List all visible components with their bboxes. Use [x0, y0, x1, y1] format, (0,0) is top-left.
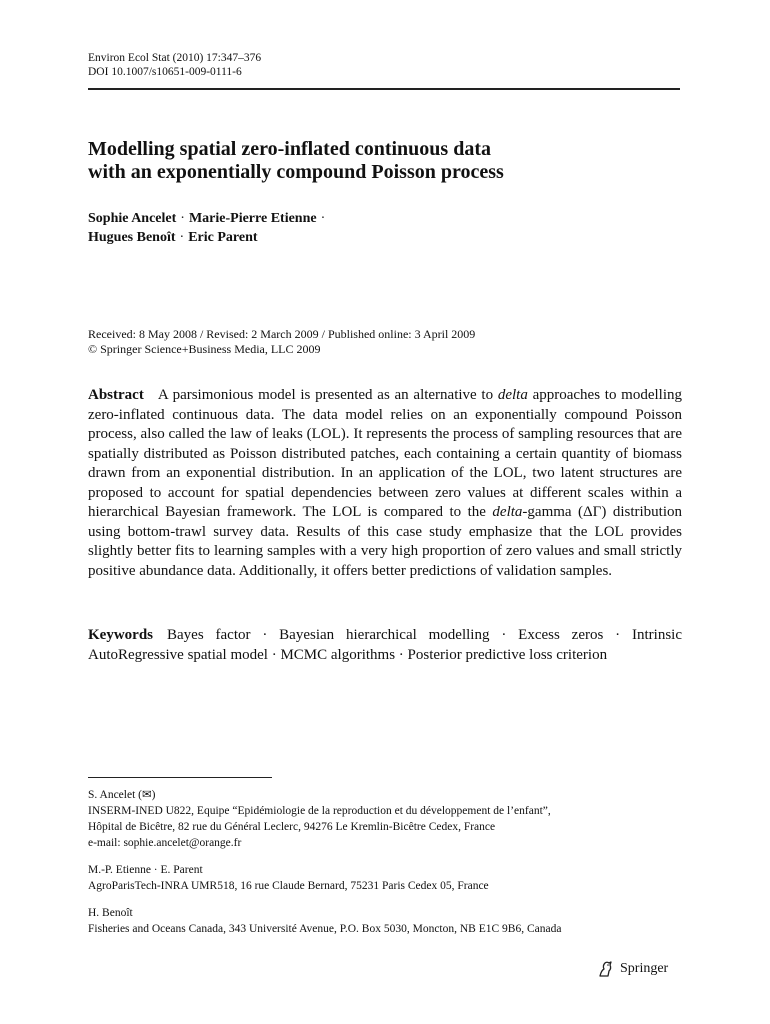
author-parent: Eric Parent [188, 230, 258, 245]
footnote-rule [88, 777, 272, 778]
article-title [88, 138, 682, 184]
title-line-1: Modelling spatial zero-inflated continuous data [88, 138, 491, 160]
affiliation-ancelet [88, 787, 682, 851]
affiliation-benoit [88, 905, 682, 937]
header-rule [88, 88, 680, 90]
publisher-name: Springer [620, 961, 669, 976]
author-email: e-mail: sophie.ancelet@orange.fr [88, 837, 242, 849]
affiliation-authors: M.-P. Etienne · E. Parent [88, 864, 203, 876]
abstract [88, 386, 682, 581]
title-line-2: with an exponentially compound Poisson process [88, 161, 504, 183]
abstract-delta-term: delta [497, 387, 528, 403]
affiliation-line: Fisheries and Oceans Canada, 343 Université Avenue, P.O. Box 5030, Moncton, NB E1C 9B6, Canada [88, 923, 562, 935]
publication-history [88, 327, 475, 357]
author-list [88, 209, 329, 247]
author-ancelet: Sophie Ancelet [88, 211, 177, 226]
author-separator: · [180, 211, 185, 226]
springer-horse-icon [596, 959, 616, 979]
author-etienne: Marie-Pierre Etienne [188, 211, 317, 226]
author-separator: · [320, 211, 326, 226]
author-separator: · [179, 230, 185, 245]
affiliation-line: INSERM-INED U822, Equipe “Epidémiologie de la reproduction et du développement de l’enfant”, [88, 805, 551, 817]
doi: DOI 10.1007/s10651-009-0111-6 [88, 66, 242, 78]
abstract-text-1: A parsimonious model is presented as an alternative to [157, 387, 498, 403]
publisher-logo [596, 959, 668, 979]
copyright: © Springer Science+Business Media, LLC 2009 [88, 342, 321, 356]
abstract-text-3: -gamma (ΔΓ) distribution using bottom-trawl survey data. Results of this case study emphasize that the LOL provides slightly better fits to learning samples with a very high proportion of zero values and small strictly positive abundance data. Additionally, it offers better predictions of validation samples. [88, 504, 683, 579]
affiliation-line: AgroParisTech-INRA UMR518, 16 rue Claude Bernard, 75231 Paris Cedex 05, France [88, 880, 489, 892]
affiliation-etienne-parent [88, 862, 682, 894]
author-affiliations [88, 787, 682, 948]
journal-header [88, 51, 261, 79]
affiliation-authors: H. Benoît [88, 907, 133, 919]
abstract-label: Abstract [88, 387, 144, 403]
keywords-label: Keywords [88, 627, 153, 643]
abstract-text-2: approaches to modelling zero-inflated continuous data. The data model relies on an exponentially compound Poisson process, also called the law of leaks (LOL). It represents the process of sampling resources that are spatially distributed as Poisson distributed patches, each containing a certain quantity of biomass drawn from an exponential distribution. In an application of the LOL, two latent structures are proposed to account for spatial dependencies between zero values at different scales within a hierarchical Bayesian framework. The LOL is compared to the [88, 387, 682, 520]
keywords [88, 626, 682, 665]
keywords-text: Bayes factor · Bayesian hierarchical modelling · Excess zeros · Intrinsic AutoRegressive spatial model · MCMC algorithms · Posterior predictive loss criterion [88, 627, 682, 663]
author-benoit: Hugues Benoît [88, 230, 176, 245]
corresponding-author: S. Ancelet (✉) [88, 789, 156, 801]
affiliation-line: Hôpital de Bicêtre, 82 rue du Général Leclerc, 94276 Le Kremlin-Bicêtre Cedex, France [88, 821, 496, 833]
history-dates: Received: 8 May 2008 / Revised: 2 March 2009 / Published online: 3 April 2009 [88, 327, 476, 341]
abstract-delta-term: delta [492, 504, 523, 520]
journal-citation: Environ Ecol Stat (2010) 17:347–376 [88, 52, 262, 64]
